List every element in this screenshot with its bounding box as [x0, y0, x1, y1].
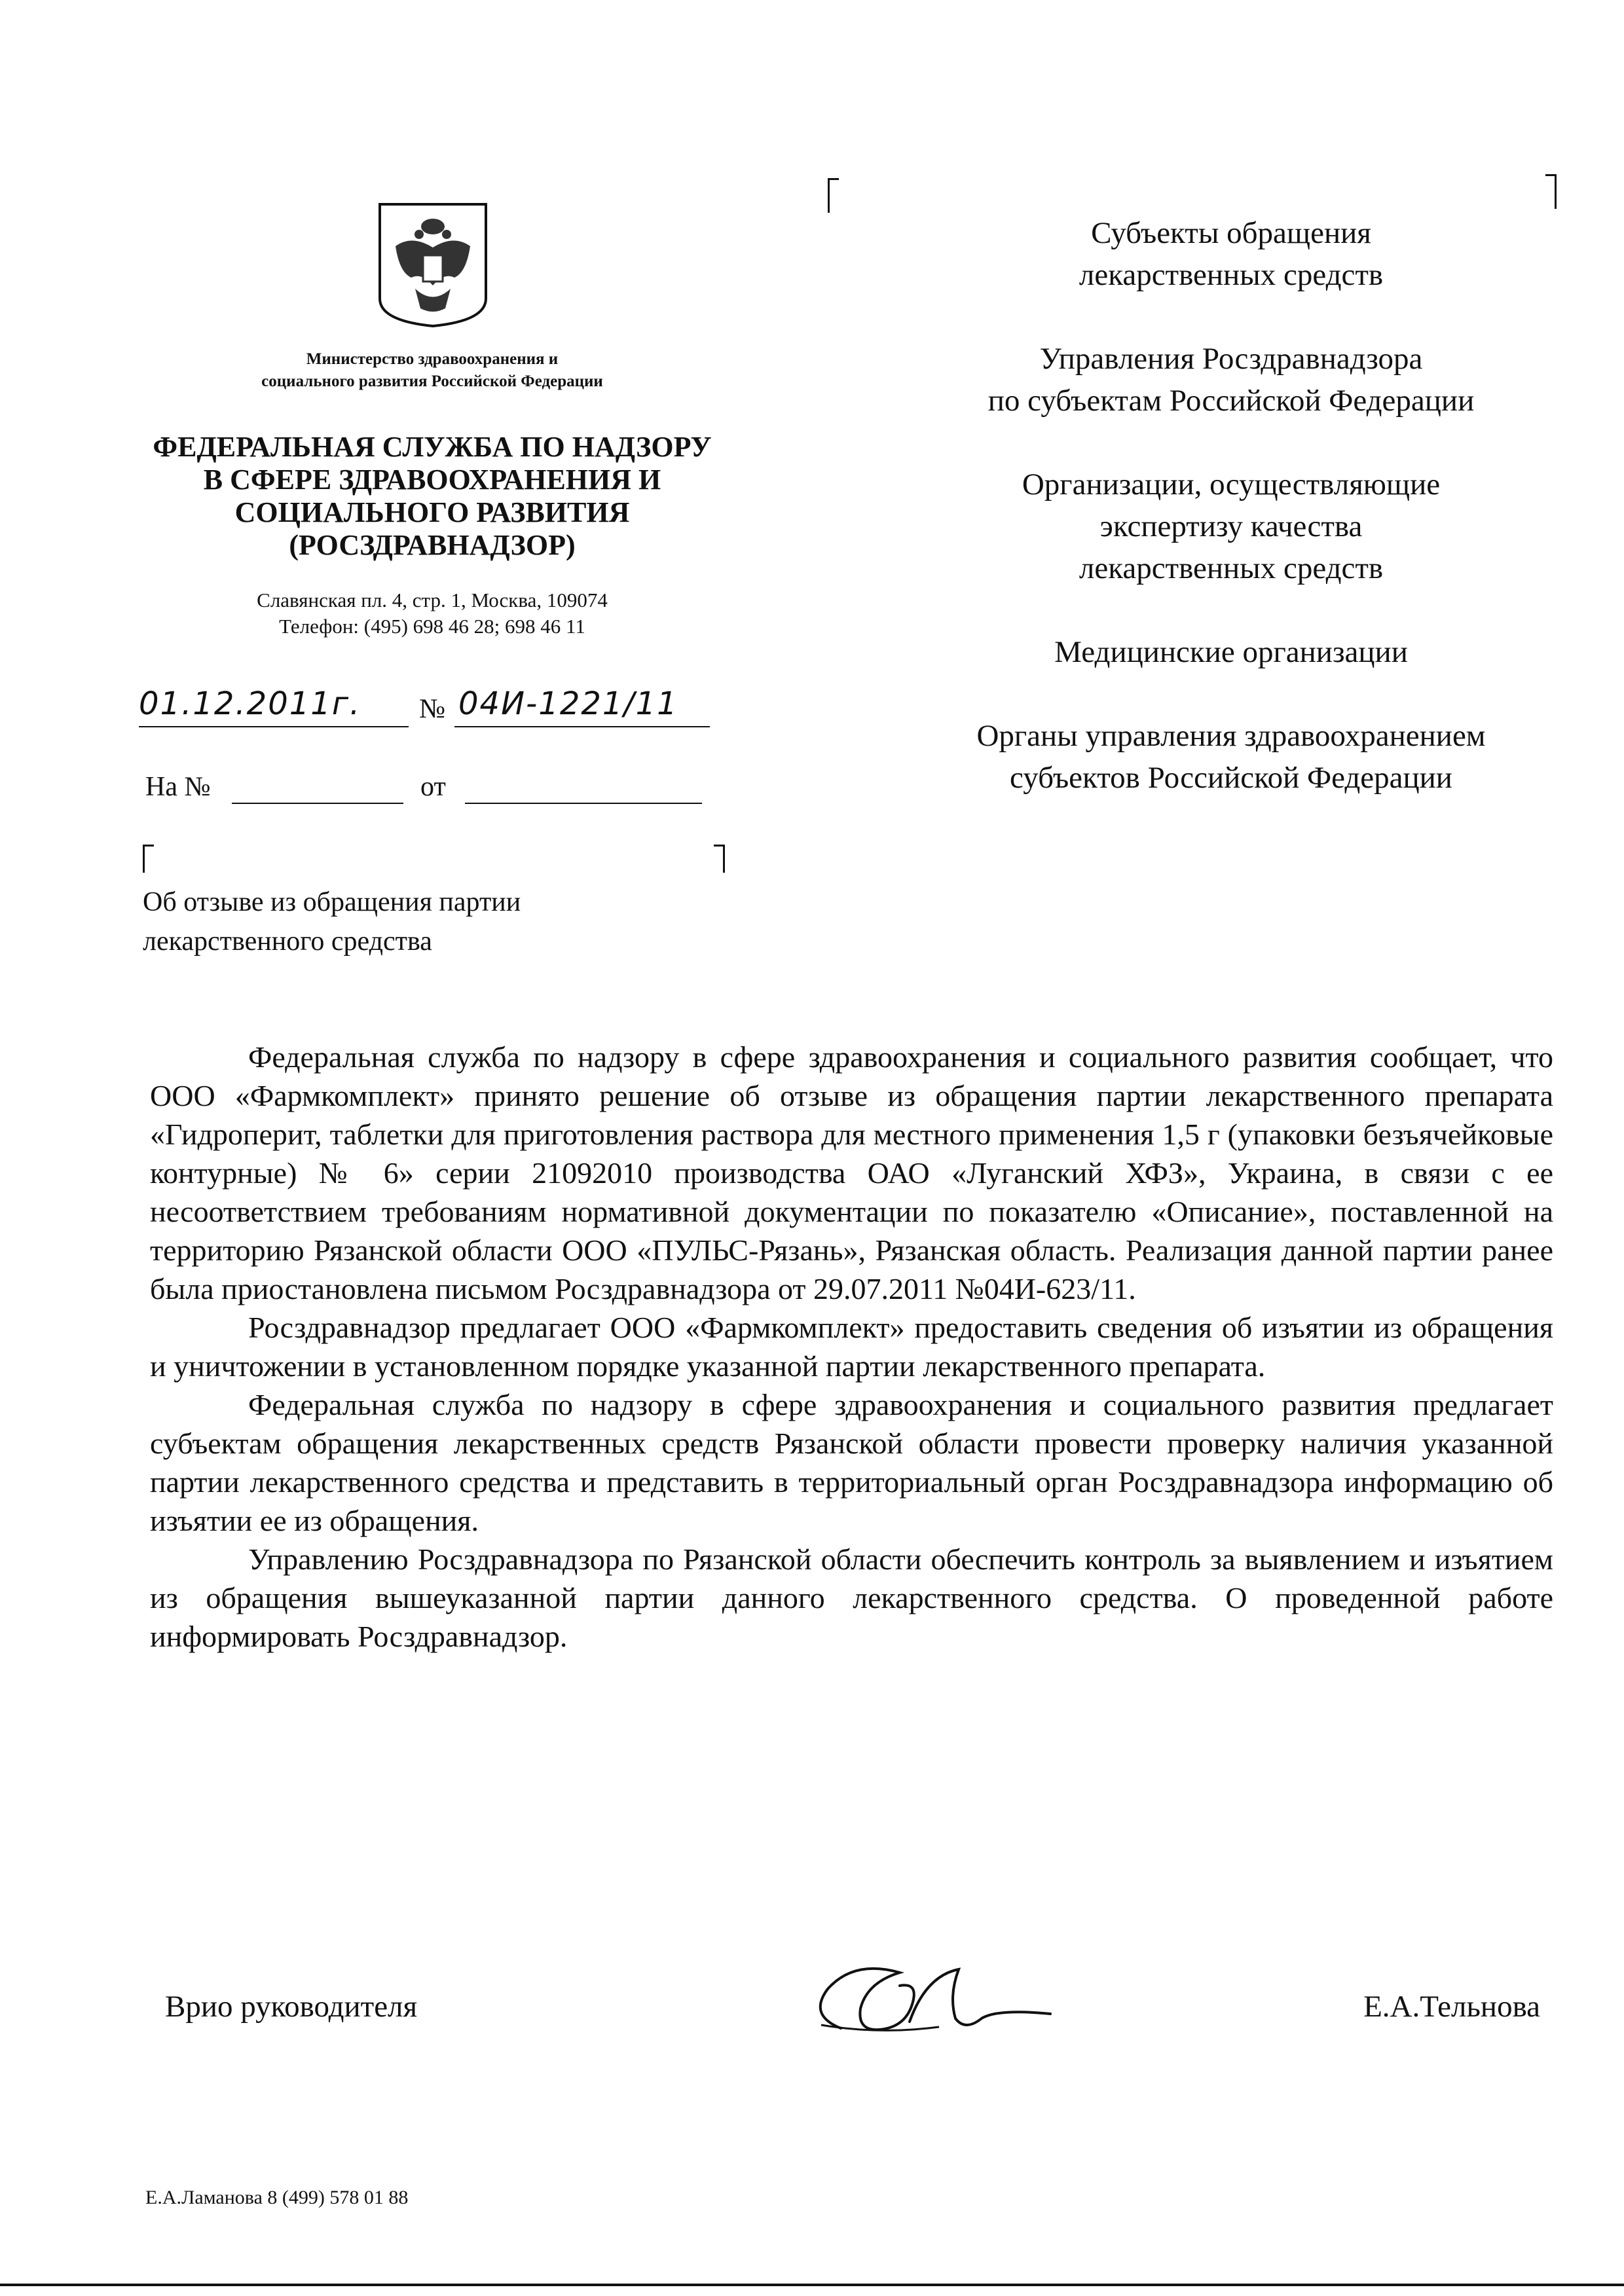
recipient-line: Организации, осуществляющие: [1022, 467, 1441, 501]
body-paragraph: Федеральная служба по надзору в сфере здравоохранения и социального развития сообщает, что ООО «Фармкомплект» принято решение об отзыве из обращения партии лекарственного препарата «Гидроперит, таблетки для приготовления раствора для местного применения 1,5 г (упаковки безъячейковые контурные) № 6» серии 21092010 производства ОАО «Луганский ХФЗ», Украина, в связи с ее несоответствием требованиям нормативной документации по показателю «Описание», поставленной на территорию Рязанской области ООО «ПУЛЬС-Рязань», Рязанская область. Реализация данной партии ранее была приостановлена письмом Росздравнадзора от 29.07.2011 №04И-623/11.: [150, 1040, 1553, 1305]
corner-mark: [828, 178, 839, 213]
ministry-line-2: социального развития Российской Федерации: [261, 373, 603, 390]
service-line-4: (РОСЗДРАВНАДЗОР): [289, 529, 576, 561]
recipient-line: субъектов Российской Федерации: [1010, 761, 1452, 795]
registration-number: 04И-1221/11: [458, 685, 678, 722]
body-paragraph: Федеральная служба по надзору в сфере здравоохранения и социального развития предлагает субъектам обращения лекарственных средств Рязанской области провести проверку наличия указанной партии лекарственного средства и представить в территориальный орган Росздравнадзора информацию об изъятии ее из обращения.: [150, 1388, 1553, 1537]
service-name: [118, 431, 747, 562]
bottom-rule: [0, 2284, 1624, 2286]
recipient-line: лекарственных средств: [1079, 551, 1384, 585]
recipient: [904, 212, 1559, 296]
signer-position: Врио руководителя: [165, 1990, 418, 2024]
signer-name: Е.А.Тельнова: [1363, 1990, 1540, 2024]
reference-line: [145, 771, 722, 811]
date-underline: [139, 726, 409, 727]
subject-line-2: лекарственного средства: [143, 926, 432, 957]
recipient: [904, 631, 1559, 673]
contact-person: Е.А.Ламанова 8 (499) 578 01 88: [145, 2187, 409, 2208]
ref-underline: [232, 803, 403, 804]
handwritten-signature-icon: [802, 1956, 1057, 2041]
coat-of-arms-icon: [376, 200, 490, 329]
letter-body: [150, 1038, 1553, 1656]
corner-mark: [1545, 174, 1557, 209]
phone: Телефон: (495) 698 46 28; 698 46 11: [279, 615, 585, 638]
recipient-line: Органы управления здравоохранением: [976, 719, 1486, 753]
service-line-1: ФЕДЕРАЛЬНАЯ СЛУЖБА ПО НАДЗОРУ: [153, 431, 712, 463]
registration-line: [139, 685, 728, 730]
recipient-line: экспертизу качества: [1099, 509, 1363, 543]
body-paragraph: Росздравнадзор предлагает ООО «Фармкомплект» предоставить сведения об изъятии из обращения и уничтожении в установленном порядке указанной партии лекарственного препарата.: [150, 1311, 1553, 1383]
number-underline: [454, 726, 710, 727]
registration-date: 01.12.2011г.: [139, 685, 361, 722]
recipient-line: Субъекты обращения: [1091, 216, 1371, 250]
ministry-name: [190, 348, 674, 393]
recipient-line: Управления Росздравнадзора: [1039, 342, 1423, 376]
service-line-3: СОЦИАЛЬНОГО РАЗВИТИЯ: [234, 496, 630, 528]
address-block: [190, 587, 674, 640]
recipient-line: лекарственных средств: [1079, 258, 1384, 292]
signature-row: [165, 1982, 1540, 2048]
subject: [143, 883, 667, 961]
recipient: [904, 464, 1559, 589]
corner-mark: [714, 845, 725, 873]
body-paragraph: Управлению Росздравнадзора по Рязанской области обеспечить контроль за выявлением и изъятием из обращения вышеуказанной партии данного лекарственного средства. О проведенной работе информировать Росздравнадзор.: [150, 1542, 1553, 1653]
ref-label: На №: [145, 772, 211, 802]
recipient: [904, 715, 1559, 799]
recipients: [904, 212, 1559, 841]
subject-line-1: Об отзыве из обращения партии: [143, 887, 521, 917]
service-line-2: В СФЕРЕ ЗДРАВООХРАНЕНИЯ И: [203, 464, 661, 496]
recipient-line: Медицинские организации: [1054, 635, 1408, 669]
from-label: от: [420, 772, 446, 802]
recipient: [904, 338, 1559, 422]
number-label: №: [419, 694, 446, 724]
ministry-line-1: Министерство здравоохранения и: [306, 350, 559, 368]
recipient-line: по субъектам Российской Федерации: [987, 384, 1475, 418]
corner-mark: [143, 845, 154, 873]
address: Славянская пл. 4, стр. 1, Москва, 109074: [257, 589, 608, 611]
from-underline: [465, 803, 702, 804]
